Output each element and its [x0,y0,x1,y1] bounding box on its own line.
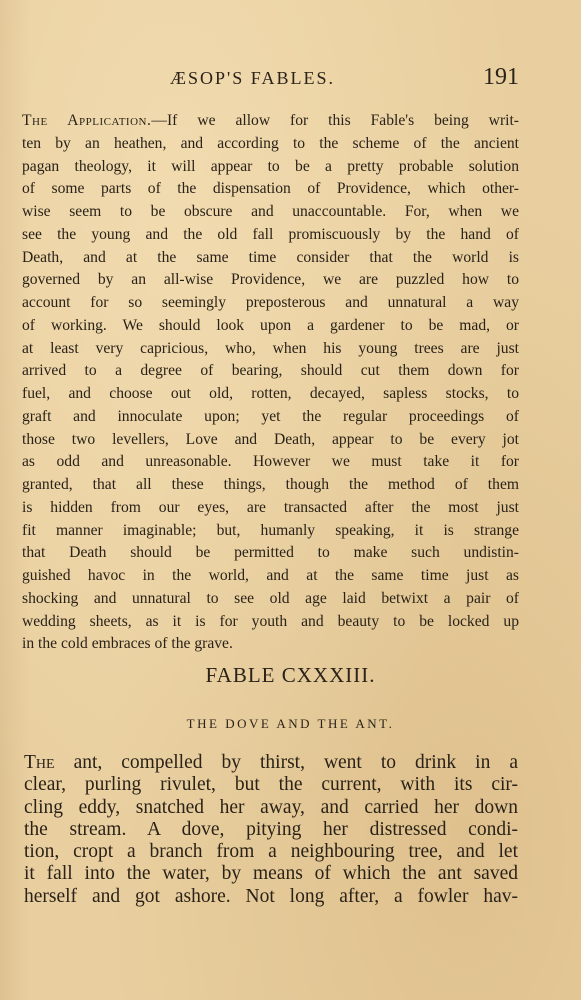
fable-line: herself and got ashore. Not long after, a fowler hav- [24,885,518,907]
fable-line: it fall into the water, by means of which the ant saved [24,863,518,885]
application-line: account for so seemingly preposterous and unnatural a way [22,294,519,311]
application-line: wedding sheets, as it is for youth and beauty to be locked up [22,612,519,630]
fable-line: The ant, compelled by thirst, went to drink in a [24,752,518,773]
application-line: granted, that all these things, though the method of them [22,476,519,493]
fable-line: tion, cropt a branch from a neighbouring tree, and let [24,841,518,863]
fable-first-word: The [24,752,55,773]
application-line: shocking and unnatural to see old age laid betwixt a pair of [22,589,519,607]
page-number: 191 [483,64,519,90]
application-line: guished havoc in the world, and at the same time just as [22,567,519,584]
application-line: fuel, and choose out old, rotten, decayed, sapless stocks, to [22,385,519,402]
fable-paragraph [24,752,518,908]
application-line: wise seem to be obscure and unaccountable. For, when we [22,203,519,220]
fable-line: cling eddy, snatched her away, and carried her down [24,796,518,818]
fable-line: the stream. A dove, pitying her distressed condi- [24,818,518,840]
running-title: ÆSOP'S FABLES. [170,68,335,88]
application-line: see the young and the old fall promiscuously by the hand of [22,225,519,243]
application-line: arrived to a degree of bearing, should cut them down for [22,362,519,380]
application-line: those two levellers, Love and Death, appear to be every jot [22,430,519,448]
application-line: pagan theology, it will appear to be a pretty probable solution [22,157,519,175]
application-line: fit manner imaginable; but, humanly speaking, it is strange [22,521,519,539]
application-line: ten by an heathen, and according to the scheme of the ancient [22,134,519,152]
application-line: at least very capricious, who, when his young trees are just [22,339,519,357]
application-line: Death, and at the same time consider that the world is [22,248,519,266]
application-line: The Application.—If we allow for this Fable's being writ- [22,112,519,129]
application-label: The Application. [22,112,152,129]
application-line: governed by an all-wise Providence, we are puzzled how to [22,271,519,289]
running-head [22,64,519,94]
fable-title: FABLE CXXXIII. [205,663,376,687]
fable-line: clear, purling rivulet, but the current, with its cir- [24,774,518,796]
application-line: of working. We should look upon a gardener to be mad, or [22,316,519,334]
application-line: that Death should be permitted to make such undistin- [22,544,519,562]
application-line: is hidden from our eyes, are transacted after the most just [22,498,519,516]
fable-subtitle: THE DOVE AND THE ANT. [186,716,395,731]
application-line: graft and innoculate upon; yet the regular proceedings of [22,407,519,425]
application-line: in the cold embraces of the grave. [22,635,233,653]
application-paragraph [22,110,519,656]
application-line: as odd and unreasonable. However we must take it for [22,453,519,471]
application-line: of some parts of the dispensation of Providence, which other- [22,180,519,198]
